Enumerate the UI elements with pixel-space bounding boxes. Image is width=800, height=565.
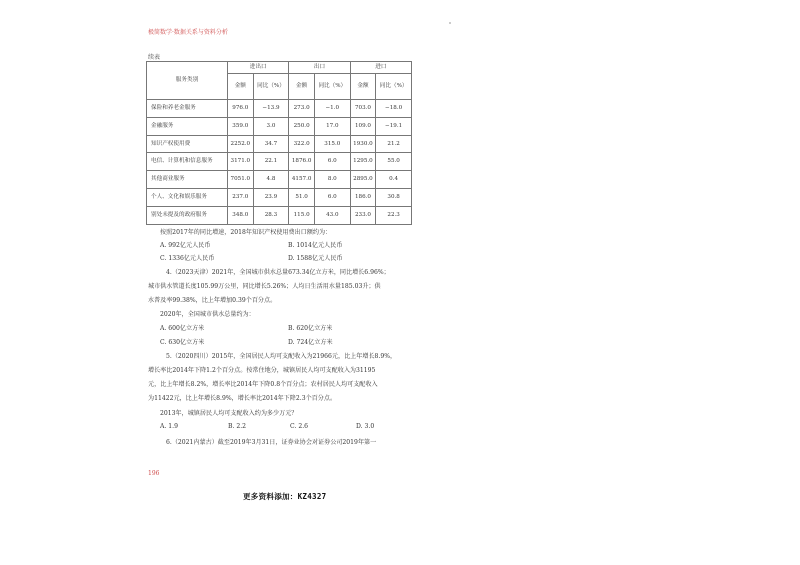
group-header-export: 出口: [289, 62, 350, 74]
row-category: 知识产权使用费: [147, 135, 228, 153]
data-table: [146, 61, 412, 225]
q3-option-c: C. 1336亿元人民币: [160, 255, 215, 262]
row-value: 233.0: [350, 206, 376, 224]
row-value: 2252.0: [228, 135, 254, 153]
group-header-total: 进出口: [228, 62, 289, 74]
row-value: 55.0: [376, 153, 412, 171]
row-value: 315.0: [314, 135, 350, 153]
row-value: 1876.0: [289, 153, 315, 171]
row-value: −19.1: [376, 117, 412, 135]
row-category: 其他商业服务: [147, 171, 228, 189]
row-value: 359.0: [228, 117, 254, 135]
sub-header-amount: 金额: [289, 74, 315, 100]
table-row: [147, 206, 412, 224]
row-category: 电信、计算机和信息服务: [147, 153, 228, 171]
q5-stem: 2013年，城镇居民人均可支配收入约为多少万元？: [160, 410, 298, 417]
row-category: 金融服务: [147, 117, 228, 135]
q6-line: 6.（2021内蒙古）截至2019年3月31日，证券业协会对证券公司2019年第一: [166, 439, 377, 446]
row-value: 7051.0: [228, 171, 254, 189]
row-value: 43.0: [314, 206, 350, 224]
row-value: 4.8: [253, 171, 289, 189]
table-row: [147, 188, 412, 206]
table-caption: 续表: [148, 54, 161, 61]
table-row: [147, 171, 412, 189]
row-value: 703.0: [350, 100, 376, 118]
row-value: 1295.0: [350, 153, 376, 171]
row-value: 4157.0: [289, 171, 315, 189]
row-value: 28.3: [253, 206, 289, 224]
row-value: 3171.0: [228, 153, 254, 171]
row-value: 237.0: [228, 188, 254, 206]
page-number: 196: [148, 470, 160, 477]
row-value: 21.2: [376, 135, 412, 153]
row-value: 250.0: [289, 117, 315, 135]
q5-line: 5.（2020四川）2015年，全国居民人均可支配收入为21966元，比上年增长8.9%，: [166, 353, 397, 360]
row-category: 个人、文化和娱乐服务: [147, 188, 228, 206]
group-header-import: 进口: [350, 62, 411, 74]
row-value: 8.0: [314, 171, 350, 189]
sub-header-amount: 金额: [228, 74, 254, 100]
q5-option-b: B. 2.2: [228, 423, 247, 430]
table-row: [147, 100, 412, 118]
sub-header-yoy: 同比（%）: [314, 74, 350, 100]
header-mark: [449, 22, 451, 24]
q5-line: 增长率比2014年下降1.2个百分点。按常住地分，城镇居民人均可支配收入为31195: [148, 367, 376, 374]
row-value: 22.3: [376, 206, 412, 224]
row-value: 115.0: [289, 206, 315, 224]
q5-option-c: C. 2.6: [290, 423, 309, 430]
sub-header-yoy: 同比（%）: [376, 74, 412, 100]
row-value: 109.0: [350, 117, 376, 135]
row-value: 976.0: [228, 100, 254, 118]
row-value: 17.0: [314, 117, 350, 135]
q4-option-c: C. 630亿立方米: [160, 339, 205, 346]
running-header: 极简数学·数据关系与资料分析: [148, 29, 228, 36]
q4-option-a: A. 600亿立方米: [160, 325, 205, 332]
q5-line: 为11422元，比上年增长8.9%，增长率比2014年下降2.3个百分点。: [148, 395, 337, 402]
q3-option-a: A. 992亿元人民币: [160, 242, 211, 249]
row-value: −18.0: [376, 100, 412, 118]
row-value: 3.0: [253, 117, 289, 135]
q4-option-b: B. 620亿立方米: [288, 325, 333, 332]
q4-stem: 2020年，全国城市供水总量约为：: [160, 311, 255, 318]
footer-note: 更多资料添加：KZ4327: [243, 492, 327, 501]
row-value: 22.1: [253, 153, 289, 171]
q3-stem: 按照2017年的同比增速，2018年知识产权使用费出口额约为：: [160, 229, 332, 236]
row-value: 186.0: [350, 188, 376, 206]
q3-option-d: D. 1588亿元人民币: [288, 255, 343, 262]
table-row: [147, 153, 412, 171]
row-value: 6.0: [314, 188, 350, 206]
sub-header-yoy: 同比（%）: [253, 74, 289, 100]
q4-line: 水普及率99.38%，比上年增加0.39个百分点。: [148, 297, 277, 304]
row-category: 别处未提及的政府服务: [147, 206, 228, 224]
row-value: 23.9: [253, 188, 289, 206]
row-value: 348.0: [228, 206, 254, 224]
row-value: 0.4: [376, 171, 412, 189]
row-value: 51.0: [289, 188, 315, 206]
row-value: 6.0: [314, 153, 350, 171]
q3-option-b: B. 1014亿元人民币: [288, 242, 343, 249]
q4-line: 4.（2023天津）2021年，全国城市供水总量673.34亿立方米，同比增长6.96%；: [166, 269, 390, 276]
table-row: [147, 117, 412, 135]
q4-line: 城市供水管道长度105.99万公里，同比增长5.26%；人均日生活用水量185.03升；供: [148, 283, 381, 290]
row-value: 2895.0: [350, 171, 376, 189]
category-header: 服务类别: [147, 62, 228, 100]
row-value: 322.0: [289, 135, 315, 153]
table-row: [147, 135, 412, 153]
sub-header-amount: 金额: [350, 74, 376, 100]
row-value: 1930.0: [350, 135, 376, 153]
row-value: −1.0: [314, 100, 350, 118]
q5-option-a: A. 1.9: [160, 423, 178, 430]
row-value: 30.8: [376, 188, 412, 206]
q4-option-d: D. 724亿立方米: [288, 339, 333, 346]
q5-line: 元，比上年增长8.2%，增长率比2014年下降0.8个百分点；农村居民人均可支配收入: [148, 381, 378, 388]
row-category: 保险和养老金服务: [147, 100, 228, 118]
row-value: −13.9: [253, 100, 289, 118]
row-value: 273.0: [289, 100, 315, 118]
row-value: 34.7: [253, 135, 289, 153]
q5-option-d: D. 3.0: [356, 423, 375, 430]
